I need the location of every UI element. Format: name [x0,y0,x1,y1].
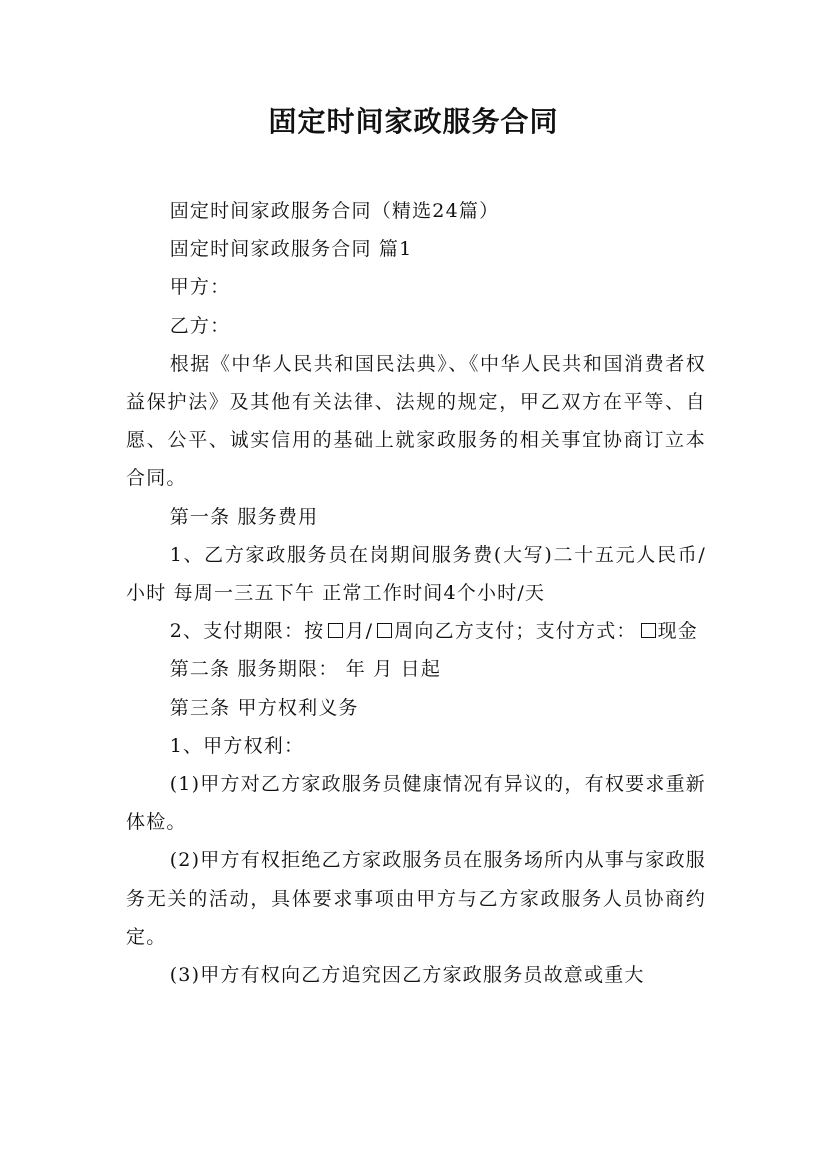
weekly-checkbox[interactable] [377,623,392,638]
article3-item3: (3)甲方有权向乙方追究因乙方家政服务员故意或重大 [169,964,645,987]
party-a-line: 甲方： [169,276,231,299]
preamble-paragraph: 根据《中华人民共和国民法典》、《中华人民共和国消费者权益保护法》及其他有关法律、法规的规定，甲乙双方在平等、自愿、公平、诚实信用的基础上就家政服务的相关事宜协商订立本合同。 [126,352,706,490]
document-body [126,192,706,994]
article3-item2: (2)甲方有权拒绝乙方家政服务员在服务场所内从事与家政服务无关的活动，具体要求事项由甲方与乙方家政服务人员协商约定。 [126,849,706,948]
payment-week-label: 周向乙方支付；支付方式： [394,620,637,643]
article1-item2 [126,612,706,650]
monthly-checkbox[interactable] [328,623,343,638]
party-b-line: 乙方： [169,314,231,337]
article3-item1: (1)甲方对乙方家政服务员健康情况有异议的，有权要求重新体检。 [126,773,706,834]
section-heading: 固定时间家政服务合同 篇1 [169,238,413,261]
payment-month-label: 月/ [345,620,374,643]
payment-term-prefix: 2、支付期限：按 [169,620,325,643]
article1-heading: 第一条 服务费用 [169,505,319,528]
document-subtitle: 固定时间家政服务合同（精选24篇） [169,200,500,222]
payment-cash-label: 现金 [657,620,699,643]
cash-checkbox[interactable] [641,623,656,638]
article2-heading: 第二条 服务期限： 年 月 日起 [169,658,442,681]
article3-sub1: 1、甲方权利： [169,734,305,757]
article1-item1: 1、乙方家政服务员在岗期间服务费(大写)二十五元人民币/小时 每周一三五下午 正常工作时间4个小时/天 [126,543,706,605]
document-title: 固定时间家政服务合同 [268,105,559,138]
article3-heading: 第三条 甲方权利义务 [169,696,359,719]
